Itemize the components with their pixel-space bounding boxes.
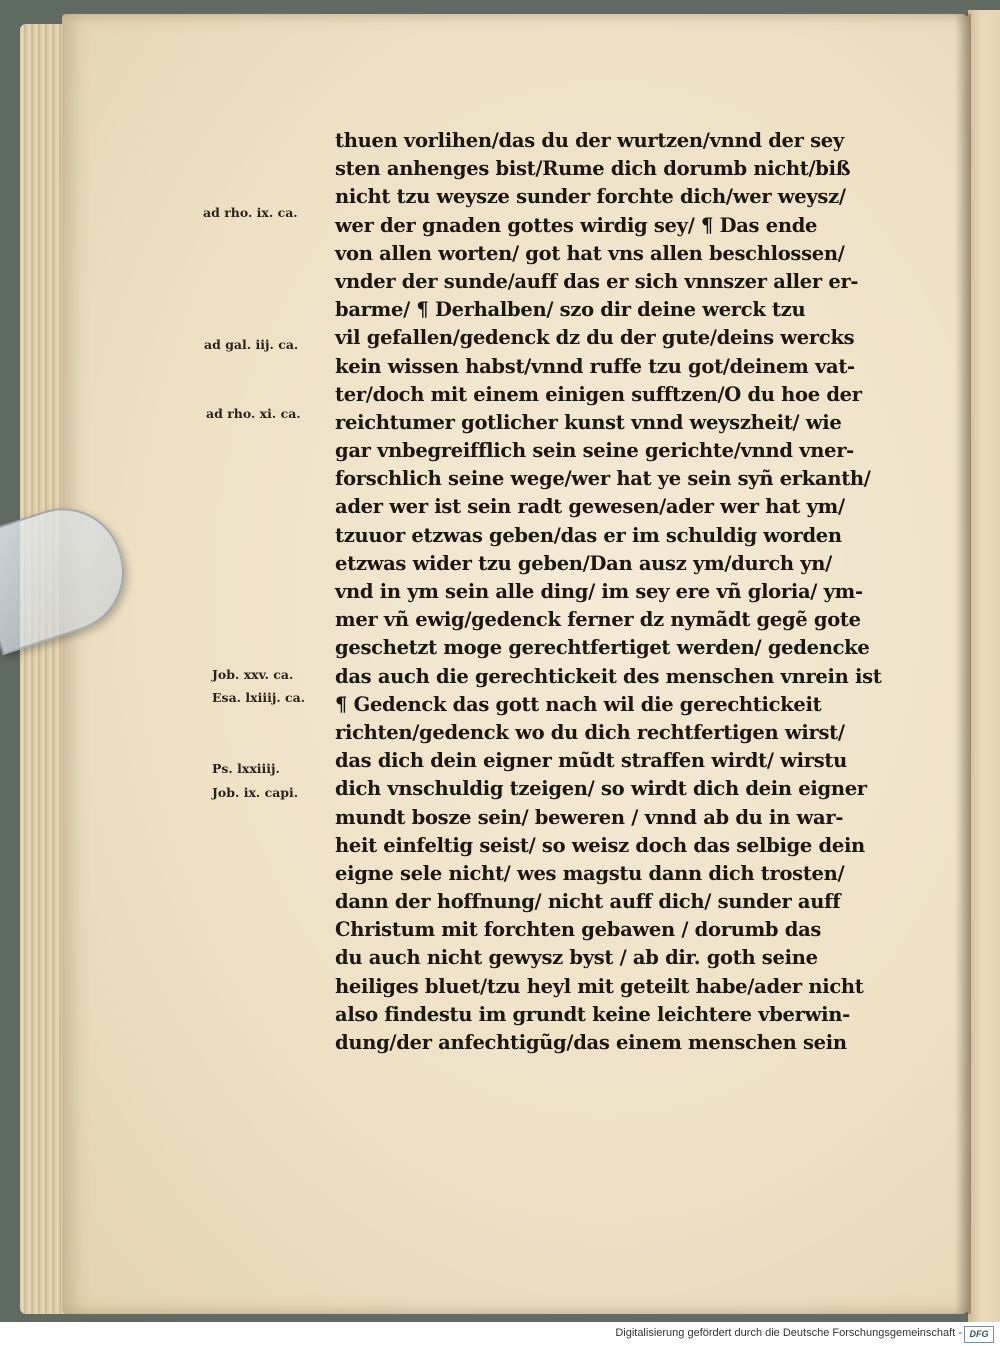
text-line: thuen vorlihen/das du der wurtzen/vnnd der sey [335, 129, 844, 152]
text-line: barme/ ¶ Derhalben/ szo dir deine werck tzu [335, 298, 806, 322]
text-line: heiliges bluet/tzu heyl mit geteilt habe/ader nicht [335, 974, 864, 998]
text-line: Christum mit forchten gebawen / dorumb das [335, 918, 822, 942]
text-line: du auch nicht gewysz byst / ab dir. goth seine [335, 946, 818, 970]
marginal-note: Job. ix. capi. [212, 785, 299, 800]
text-line: geschetzt moge gerechtfertiget werden/ gedencke [335, 636, 870, 660]
text-line: forschlich seine wege/wer hat ye sein syñ erkanth/ [335, 467, 871, 491]
text-line: wer der gnaden gottes wirdig sey/ ¶ Das ende [335, 213, 818, 237]
text-line: reichtumer gotlicher kunst vnnd weyszheit/ wie [335, 410, 842, 434]
text-line: vil gefallen/gedenck dz du der gute/deins wercks [335, 326, 855, 350]
dfg-logo: DFG [964, 1326, 994, 1343]
marginal-note: ad gal. iij. ca. [204, 337, 299, 352]
text-line: dann der hoffnung/ nicht auff dich/ sunder auff [335, 890, 841, 914]
marginal-note: Esa. lxiiij. ca. [212, 690, 306, 705]
text-line: mundt bosze sein/ beweren / vnnd ab du in war- [335, 805, 844, 829]
marginal-note: ad rho. ix. ca. [203, 205, 298, 220]
text-line: etzwas wider tzu geben/Dan ausz ym/durch yn/ [335, 551, 833, 575]
gutter-shadow [955, 14, 971, 1314]
text-line: dich vnschuldig tzeigen/ so wirdt dich dein eigner [335, 777, 867, 801]
text-line: ader wer ist sein radt gewesen/ader wer hat ym/ [335, 495, 845, 519]
text-line: nicht tzu weysze sunder forchte dich/wer weysz/ [335, 185, 846, 209]
text-line: ¶ Gedenck das gott nach wil die gerechtickeit [335, 692, 822, 716]
text-line: richten/gedenck wo du dich rechtfertigen wirst/ [335, 720, 845, 744]
text-line: vnder der sunde/auff das er sich vnnszer aller er- [335, 269, 859, 293]
marginal-note: Ps. lxxiiij. [212, 761, 280, 776]
text-line: dung/der anfechtigũg/das einem menschen sein [335, 1031, 847, 1054]
text-line: von allen worten/ got hat vns allen beschlossen/ [335, 241, 845, 265]
text-line: ter/doch mit einem einigen sufftzen/O du hoe der [335, 382, 862, 406]
marginal-note: Job. xxv. ca. [212, 667, 294, 682]
text-line: kein wissen habst/vnnd ruffe tzu got/deinem vat- [335, 354, 855, 378]
text-line: also findestu im grundt keine leichtere vberwin- [335, 1002, 850, 1026]
text-line: tzuuor etzwas geben/das er im schuldig worden [335, 523, 842, 547]
body-text [335, 127, 915, 1057]
text-line: das auch die gerechtickeit des menschen vnrein ist [335, 664, 882, 688]
text-line: heit einfeltig seist/ so weisz doch das selbige dein [335, 833, 865, 857]
text-line: eigne sele nicht/ wes magstu dann dich trosten/ [335, 861, 845, 885]
marginal-note: ad rho. xi. ca. [206, 406, 301, 421]
text-line: sten anhenges bist/Rume dich dorumb nicht/biß [335, 157, 851, 181]
text-line: gar vnbegreifflich sein seine gerichte/vnnd vner- [335, 439, 854, 463]
text-line: das dich dein eigner mũdt straffen wirdt/ wirstu [335, 749, 847, 773]
facing-page-edge [968, 10, 1000, 1322]
text-line: mer vñ ewig/gedenck ferner dz nymãdt gegẽ gote [335, 608, 861, 632]
footer-bar [0, 1322, 1000, 1346]
text-line: vnd in ym sein alle ding/ im sey ere vñ gloria/ ym- [335, 580, 863, 603]
funding-credit: Digitalisierung gefördert durch die Deutsche Forschungsgemeinschaft - [615, 1327, 962, 1339]
